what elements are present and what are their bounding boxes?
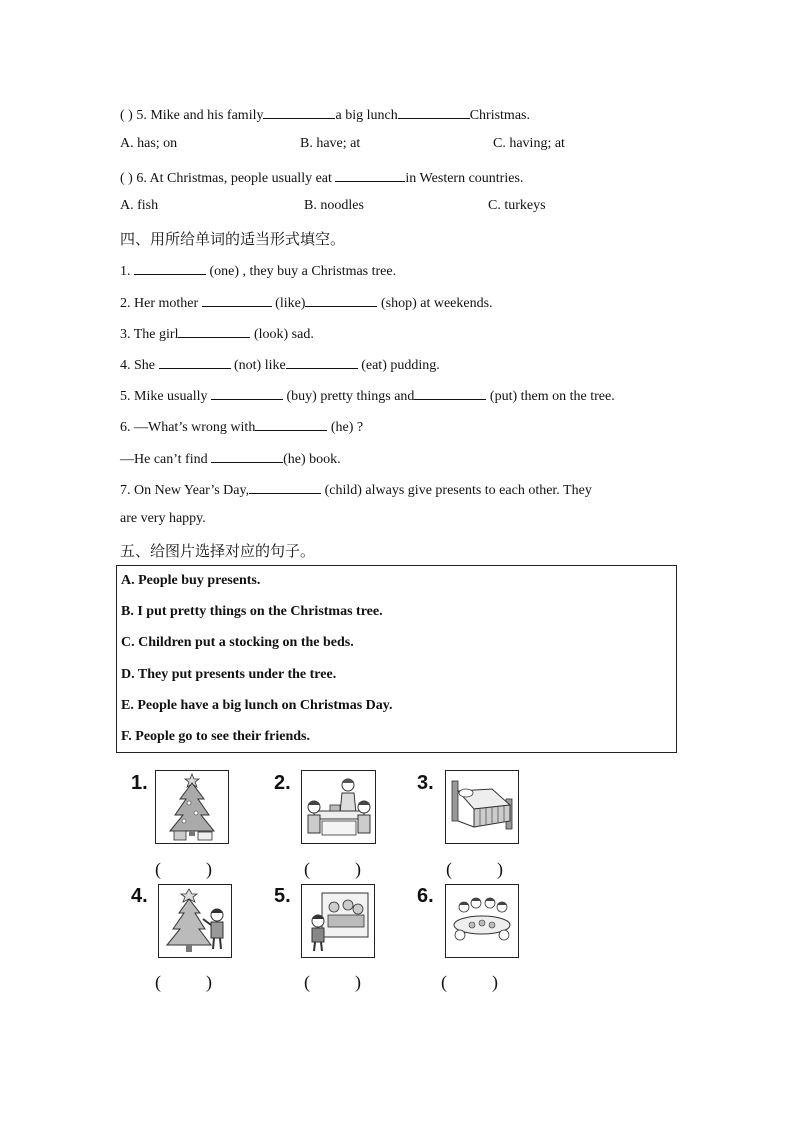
item-text: 4. She — [120, 358, 159, 373]
item-text: —He can’t find — [120, 452, 212, 467]
answer-blank[interactable] — [305, 292, 377, 307]
item-text: 3. The girl — [120, 327, 179, 342]
fill-item-7-cont: are very happy. — [120, 511, 206, 526]
child-with-presents-icon — [301, 884, 375, 958]
question-6 — [120, 167, 523, 188]
item-text: (put) them on the tree. — [486, 389, 615, 404]
answer-blank[interactable] — [134, 260, 206, 275]
answer-paren-2[interactable]: ( ) — [304, 859, 361, 879]
fill-item-6 — [120, 416, 363, 437]
item-text: (eat) pudding. — [357, 358, 440, 373]
fill-item-2 — [120, 292, 493, 313]
picture-number-4: 4. — [131, 885, 148, 907]
picture-number-3: 3. — [417, 772, 434, 794]
item-text: (child) always give presents to each other. They — [321, 483, 592, 498]
q6-text: ( ) 6. At Christmas, people usually eat — [120, 171, 336, 186]
christmas-tree-presents-icon — [155, 770, 229, 844]
people-at-table-icon — [445, 884, 519, 958]
answer-paren-6[interactable]: ( ) — [441, 972, 498, 992]
item-text: (not) like — [230, 358, 286, 373]
item-text: 1. — [120, 264, 134, 279]
item-text: 7. On New Year’s Day, — [120, 483, 250, 498]
sentence-e: E. People have a big lunch on Christmas Day. — [121, 698, 393, 713]
answer-blank[interactable] — [263, 104, 335, 119]
fill-item-7 — [120, 479, 592, 500]
answer-blank[interactable] — [202, 292, 272, 307]
fill-item-4 — [120, 354, 440, 375]
answer-blank[interactable] — [286, 354, 358, 369]
answer-blank[interactable] — [255, 416, 327, 431]
answer-paren-4[interactable]: ( ) — [155, 972, 212, 992]
fill-item-5 — [120, 385, 615, 406]
answer-paren-5[interactable]: ( ) — [304, 972, 361, 992]
picture-number-1: 1. — [131, 772, 148, 794]
answer-blank[interactable] — [211, 448, 283, 463]
section-4-heading: 四、用所给单词的适当形式填空。 — [120, 230, 346, 248]
item-text: (one) , they buy a Christmas tree. — [206, 264, 397, 279]
item-text: (he) book. — [283, 452, 341, 467]
fill-item-1 — [120, 260, 396, 281]
answer-blank[interactable] — [178, 323, 250, 338]
answer-paren-3[interactable]: ( ) — [446, 859, 503, 879]
q6-end: in Western countries. — [405, 171, 524, 186]
answer-blank[interactable] — [398, 104, 470, 119]
family-lunch-icon — [301, 770, 376, 844]
q5-option-c[interactable]: C. having; at — [493, 136, 565, 151]
q6-option-c[interactable]: C. turkeys — [488, 198, 546, 213]
answer-blank[interactable] — [211, 385, 283, 400]
picture-number-6: 6. — [417, 885, 434, 907]
answer-blank[interactable] — [159, 354, 231, 369]
q5-end: Christmas. — [469, 108, 530, 123]
sentence-a: A. People buy presents. — [121, 573, 261, 588]
item-text: (buy) pretty things and — [283, 389, 415, 404]
item-text: (shop) at weekends. — [377, 296, 493, 311]
sentence-box — [116, 565, 677, 753]
answer-blank[interactable] — [249, 479, 321, 494]
bed-icon — [445, 770, 519, 844]
picture-number-5: 5. — [274, 885, 291, 907]
q6-option-a[interactable]: A. fish — [120, 198, 159, 213]
sentence-b: B. I put pretty things on the Christmas tree. — [121, 604, 383, 619]
answer-paren-1[interactable]: ( ) — [155, 859, 212, 879]
q5-option-b[interactable]: B. have; at — [300, 136, 361, 151]
item-text: 5. Mike usually — [120, 389, 211, 404]
picture-number-2: 2. — [274, 772, 291, 794]
item-text: (he) ? — [327, 420, 364, 435]
q5-text: ( ) 5. Mike and his family — [120, 108, 264, 123]
answer-blank[interactable] — [335, 167, 405, 182]
item-text: 2. Her mother — [120, 296, 202, 311]
section-5-heading: 五、给图片选择对应的句子。 — [120, 542, 316, 560]
fill-item-3 — [120, 323, 314, 344]
q6-option-b[interactable]: B. noodles — [304, 198, 364, 213]
item-text: (look) sad. — [250, 327, 314, 342]
child-decorating-tree-icon — [158, 884, 232, 958]
q5-mid: a big lunch — [335, 108, 398, 123]
fill-item-6-reply — [120, 448, 341, 469]
sentence-f: F. People go to see their friends. — [121, 729, 310, 744]
answer-blank[interactable] — [414, 385, 486, 400]
item-text: 6. —What’s wrong with — [120, 420, 256, 435]
question-5 — [120, 104, 530, 125]
sentence-d: D. They put presents under the tree. — [121, 667, 337, 682]
q5-option-a[interactable]: A. has; on — [120, 136, 178, 151]
item-text: (like) — [271, 296, 306, 311]
sentence-c: C. Children put a stocking on the beds. — [121, 635, 354, 650]
